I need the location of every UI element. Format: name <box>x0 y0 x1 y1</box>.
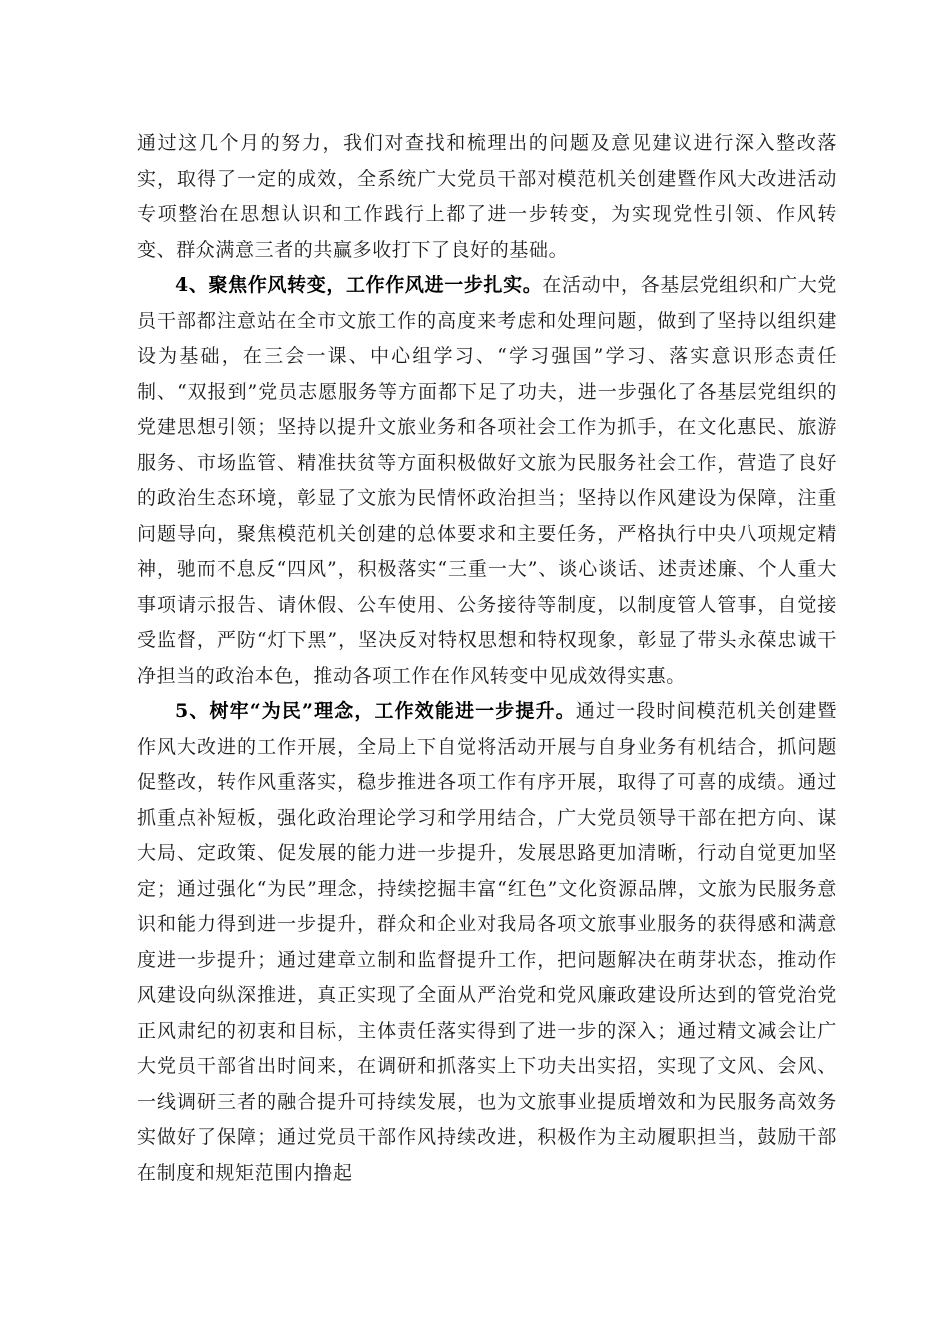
item-4-heading: 4、聚焦作风转变，工作作风进一步扎实。 <box>175 274 543 296</box>
paragraph-item-4 <box>137 268 837 694</box>
item-5-heading: 5、树牢“为民”理念，工作效能进一步提升。 <box>175 700 576 722</box>
item-5-body: 通过一段时间模范机关创建暨作风大改进的工作开展，全局上下自觉将活动开展与自身业务有机结合，抓问题促整改，转作风重落实，稳步推进各项工作有序开展，取得了可喜的成绩。通过抓重点补短板，强化政治理论学习和学用结合，广大党员领导干部在把方向、谋大局、定政策、促发展的能力进一步提升，发展思路更加清晰，行动自觉更加坚定；通过强化“为民”理念，持续挖掘丰富“红色”文化资源品牌，文旅为民服务意识和能力得到进一步提升，群众和企业对我局各项文旅事业服务的获得感和满意度进一步提升；通过建章立制和监督提升工作，把问题解决在萌芽状态，推动作风建设向纵深推进，真正实现了全面从严治党和党风廉政建设所达到的管党治党正风肃纪的初衷和目标，主体责任落实得到了进一步的深入；通过精文减会让广大党员干部省出时间来，在调研和抓落实上下功夫出实招，实现了文风、会风、一线调研三者的融合提升可持续发展，也为文旅事业提质增效和为民服务高效务实做好了保障；通过党员干部作风持续改进，积极作为主动履职担当，鼓励干部在制度和规矩范围内撸起 <box>137 700 837 1184</box>
paragraph-item-5 <box>137 694 837 1191</box>
paragraph-continuation: 通过这几个月的努力，我们对查找和梳理出的问题及意见建议进行深入整改落实，取得了一定的成效，全系统广大党员干部对模范机关创建暨作风大改进活动专项整治在思想认识和工作践行上都了进一步转变，为实现党性引领、作风转变、群众满意三者的共赢多收打下了良好的基础。 <box>137 132 837 261</box>
item-4-body: 在活动中，各基层党组织和广大党员干部都注意站在全市文旅工作的高度来考虑和处理问题，做到了坚持以组织建设为基础，在三会一课、中心组学习、“学习强国”学习、落实意识形态责任制、“双报到”党员志愿服务等方面都下足了功夫，进一步强化了各基层党组织的党建思想引领；坚持以提升文旅业务和各项社会工作为抓手，在文化惠民、旅游服务、市场监管、精准扶贫等方面积极做好文旅为民服务社会工作，营造了良好的政治生态环境，彰显了文旅为民情怀政治担当；坚持以作风建设为保障，注重问题导向，聚焦模范机关创建的总体要求和主要任务，严格执行中央八项规定精神，驰而不息反“四风”，积极落实“三重一大”、谈心谈话、述责述廉、个人重大事项请示报告、请休假、公车使用、公务接待等制度，以制度管人管事，自觉接受监督，严防“灯下黑”，坚决反对特权思想和特权现象，彰显了带头永葆忠诚干净担当的政治本色，推动各项工作在作风转变中见成效得实惠。 <box>137 274 837 687</box>
document-page <box>137 126 837 1191</box>
